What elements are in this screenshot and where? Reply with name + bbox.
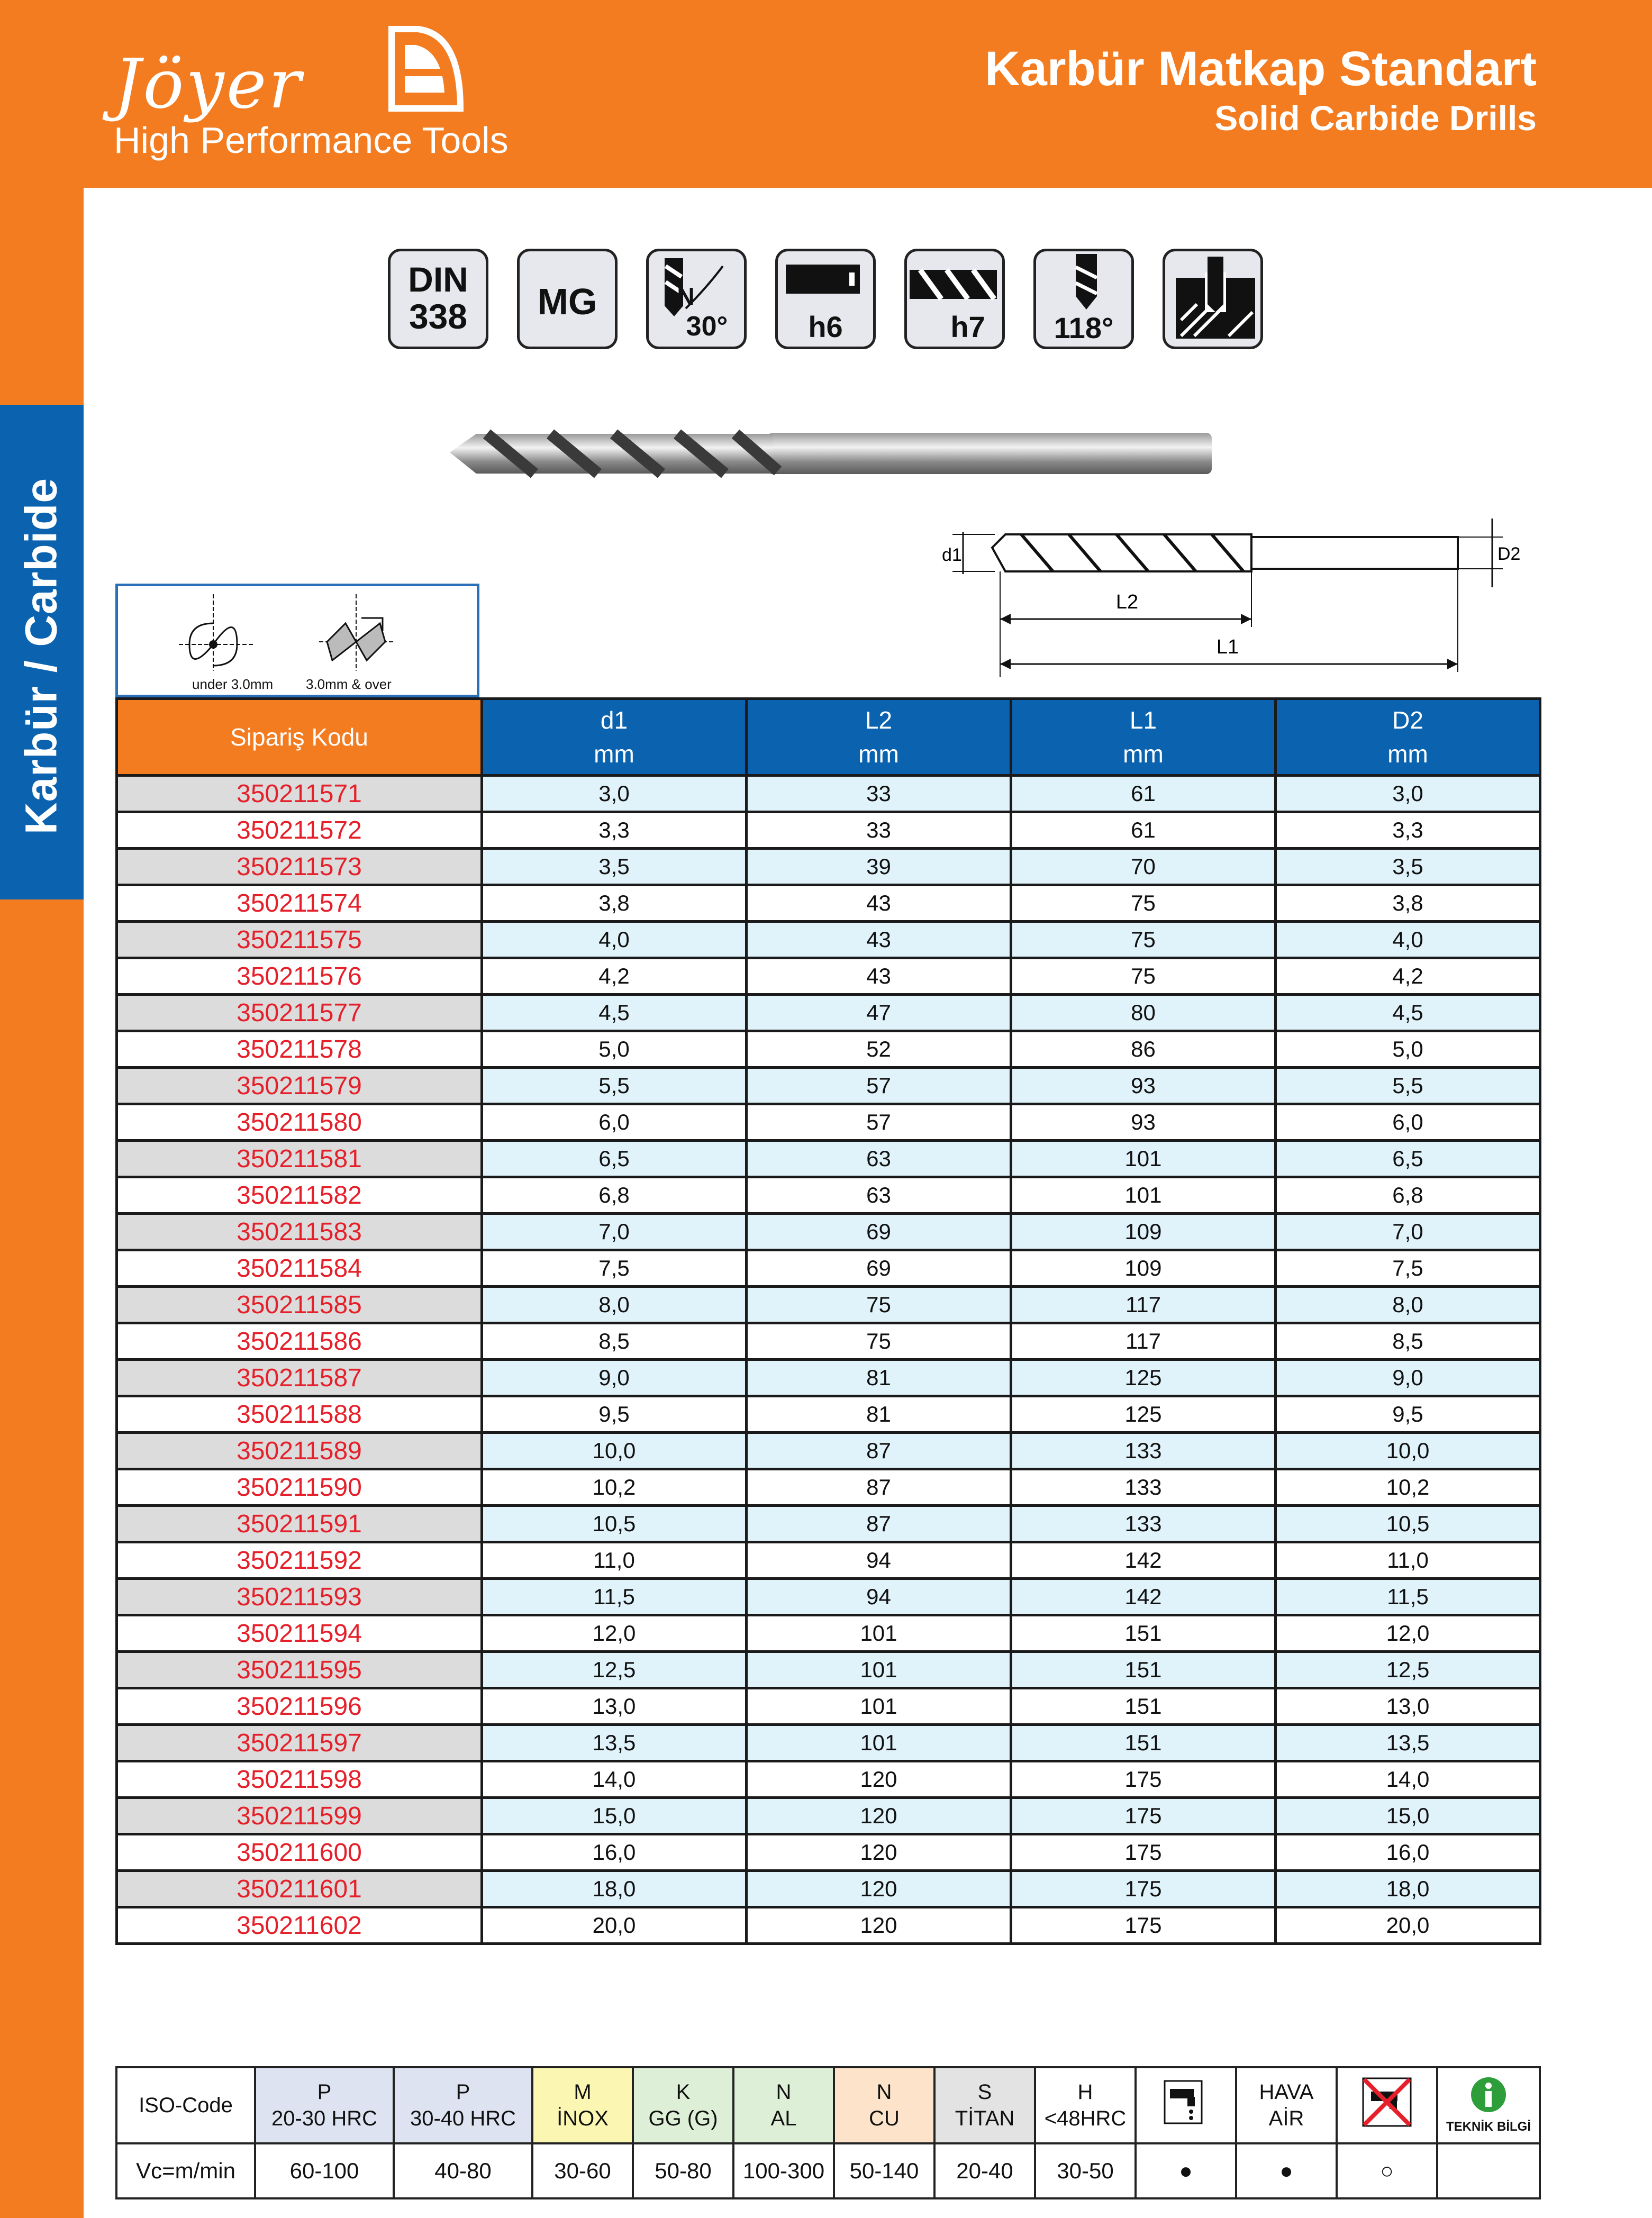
air-cell	[1236, 2067, 1337, 2143]
l1-cell: 142	[1011, 1579, 1276, 1615]
coolant-cell	[1136, 2067, 1236, 2143]
d2-cell: 6,0	[1276, 1104, 1540, 1141]
l2-cell: 94	[747, 1579, 1011, 1615]
table-row	[117, 1068, 1540, 1104]
d1-cell: 10,0	[482, 1433, 747, 1469]
l2-cell: 81	[747, 1396, 1011, 1433]
drill-dimensions-table	[115, 697, 1541, 1945]
column-header-d1	[482, 699, 747, 776]
table-row	[117, 1031, 1540, 1068]
d2-cell: 10,2	[1276, 1469, 1540, 1506]
table-row	[117, 812, 1540, 849]
l2-cell: 57	[747, 1104, 1011, 1141]
din-number: 338	[409, 297, 468, 336]
header-label: L1	[1129, 706, 1157, 734]
d1-cell: 9,0	[482, 1360, 747, 1396]
table-row	[117, 958, 1540, 995]
l2-cell: 87	[747, 1506, 1011, 1542]
d1-cell: 8,5	[482, 1323, 747, 1360]
d1-cell: 4,5	[482, 995, 747, 1031]
l2-cell: 47	[747, 995, 1011, 1031]
l1-cell: 125	[1011, 1360, 1276, 1396]
header-unit: mm	[858, 740, 899, 768]
d2-cell: 15,0	[1276, 1798, 1540, 1834]
point-geometry-box	[115, 584, 479, 697]
d2-cell: 3,5	[1276, 849, 1540, 885]
l1-cell: 151	[1011, 1725, 1276, 1761]
order-code-cell: 350211585	[117, 1287, 482, 1323]
l2-label: L2	[1115, 591, 1139, 613]
table-row	[117, 849, 1540, 885]
d1-cell: 3,0	[482, 776, 747, 812]
table-row	[117, 1761, 1540, 1798]
l2-cell: 120	[747, 1834, 1011, 1871]
l1-cell: 61	[1011, 812, 1276, 849]
l1-cell: 101	[1011, 1141, 1276, 1177]
din-338-icon	[388, 249, 488, 349]
vc-p-20-30: 60-100	[255, 2143, 394, 2198]
l2-cell: 87	[747, 1469, 1011, 1506]
order-code-cell: 350211587	[117, 1360, 482, 1396]
shank-icon	[783, 259, 868, 302]
drill-body-icon	[910, 257, 1002, 304]
d2-cell: 3,0	[1276, 776, 1540, 812]
l2-cell: 43	[747, 885, 1011, 922]
order-code-cell: 350211593	[117, 1579, 482, 1615]
order-code-cell: 350211582	[117, 1177, 482, 1214]
din-label: DIN	[408, 260, 468, 299]
table-row	[117, 1433, 1540, 1469]
header-unit: mm	[594, 740, 634, 768]
material-sub: 30-40 HRC	[410, 2107, 516, 2130]
table-row	[117, 1323, 1540, 1360]
d2-cell: 5,5	[1276, 1068, 1540, 1104]
d2-cell: 4,0	[1276, 922, 1540, 958]
d2-cell: 4,5	[1276, 995, 1540, 1031]
l1-cell: 151	[1011, 1615, 1276, 1652]
table-row	[117, 1214, 1540, 1250]
side-tab-label: Karbür / Carbide	[16, 477, 66, 835]
d2-cell: 3,8	[1276, 885, 1540, 922]
d1-cell: 3,8	[482, 885, 747, 922]
l2-cell: 63	[747, 1141, 1011, 1177]
cutting-speed-row	[116, 2143, 1540, 2198]
vc-p-30-40: 40-80	[394, 2143, 532, 2198]
d2-cell: 12,5	[1276, 1652, 1540, 1688]
l1-cell: 175	[1011, 1834, 1276, 1871]
mg-grade-icon	[517, 249, 618, 349]
iso-code-label: ISO-Code	[116, 2067, 255, 2143]
l1-cell: 109	[1011, 1214, 1276, 1250]
material-code: K	[676, 2080, 691, 2104]
d1-cell: 18,0	[482, 1871, 747, 1907]
l1-cell: 86	[1011, 1031, 1276, 1068]
material-sub: TİTAN	[955, 2107, 1015, 2130]
header-label: Sipariş Kodu	[230, 723, 368, 751]
blind-hole-drilling-icon	[1163, 249, 1263, 349]
order-code-cell: 350211588	[117, 1396, 482, 1433]
d2-cell: 5,0	[1276, 1031, 1540, 1068]
dry-mark: ○	[1337, 2143, 1437, 2198]
table-row	[117, 1834, 1540, 1871]
order-code-cell: 350211583	[117, 1214, 482, 1250]
info-empty	[1437, 2143, 1540, 2198]
material-h-hardened	[1035, 2067, 1136, 2143]
material-m-inox	[532, 2067, 633, 2143]
header-label: L2	[865, 706, 893, 734]
d2-cell: 6,5	[1276, 1141, 1540, 1177]
column-header-l1	[1011, 699, 1276, 776]
d1-cell: 5,0	[482, 1031, 747, 1068]
drill-tip-icon	[1068, 254, 1105, 312]
material-k-gg	[633, 2067, 733, 2143]
dry-cell	[1337, 2067, 1437, 2143]
n-type-label: N	[677, 283, 695, 310]
geometry-3mm-over-icon	[316, 592, 396, 674]
d1-cell: 10,2	[482, 1469, 747, 1506]
technical-info-label: TEKNİK BİLGİ	[1446, 2120, 1531, 2134]
header-label: d1	[600, 706, 628, 734]
header-unit: mm	[1387, 740, 1428, 768]
l2-cell: 120	[747, 1871, 1011, 1907]
l1-cell: 80	[1011, 995, 1276, 1031]
order-code-cell: 350211590	[117, 1469, 482, 1506]
d2-cell: 7,0	[1276, 1214, 1540, 1250]
geometry-label-large: 3.0mm & over	[306, 676, 392, 692]
order-code-cell: 350211584	[117, 1250, 482, 1287]
material-sub: GG (G)	[648, 2107, 718, 2130]
cutting-speed-table	[115, 2066, 1541, 2199]
d2-cell: 9,0	[1276, 1360, 1540, 1396]
air-mark: ●	[1236, 2143, 1337, 2198]
order-code-cell: 350211601	[117, 1871, 482, 1907]
material-p-30-40	[394, 2067, 532, 2143]
order-code-cell: 350211586	[117, 1323, 482, 1360]
order-code-cell: 350211581	[117, 1141, 482, 1177]
d1-cell: 7,5	[482, 1250, 747, 1287]
table-row	[117, 1615, 1540, 1652]
l2-cell: 120	[747, 1907, 1011, 1944]
order-code-cell: 350211573	[117, 849, 482, 885]
table-row	[117, 1542, 1540, 1579]
d1-cell: 7,0	[482, 1214, 747, 1250]
table-row	[117, 1506, 1540, 1542]
d1-cell: 10,5	[482, 1506, 747, 1542]
table-header-row	[117, 699, 1540, 776]
l1-cell: 70	[1011, 849, 1276, 885]
order-code-cell: 350211571	[117, 776, 482, 812]
table-row	[117, 1652, 1540, 1688]
d1-cell: 13,5	[482, 1725, 747, 1761]
order-code-cell: 350211592	[117, 1542, 482, 1579]
table-row	[117, 1907, 1540, 1944]
l2-cell: 94	[747, 1542, 1011, 1579]
helix-angle-label: 30°	[686, 311, 728, 342]
shank-h6-icon	[775, 249, 876, 349]
d2-cell: 20,0	[1276, 1907, 1540, 1944]
brand-mark-icon	[386, 24, 466, 114]
d1-cell: 8,0	[482, 1287, 747, 1323]
order-code-cell: 350211597	[117, 1725, 482, 1761]
l1-cell: 75	[1011, 885, 1276, 922]
d1-cell: 5,5	[482, 1068, 747, 1104]
d2-cell: 10,5	[1276, 1506, 1540, 1542]
material-code: P	[317, 2080, 332, 2104]
order-code-cell: 350211599	[117, 1798, 482, 1834]
l1-cell: 175	[1011, 1871, 1276, 1907]
l1-cell: 93	[1011, 1104, 1276, 1141]
material-sub: İNOX	[557, 2107, 609, 2130]
l2-cell: 57	[747, 1068, 1011, 1104]
order-code-cell: 350211596	[117, 1688, 482, 1725]
material-code: P	[456, 2080, 470, 2104]
order-code-cell: 350211598	[117, 1761, 482, 1798]
l1-cell: 175	[1011, 1761, 1276, 1798]
table-row	[117, 1250, 1540, 1287]
order-code-cell: 350211595	[117, 1652, 482, 1688]
table-row	[117, 1104, 1540, 1141]
material-code: N	[776, 2080, 792, 2104]
technical-info-cell[interactable]	[1437, 2067, 1540, 2143]
l1-cell: 75	[1011, 922, 1276, 958]
l1-cell: 117	[1011, 1287, 1276, 1323]
table-row	[117, 1287, 1540, 1323]
d1-cell: 6,5	[482, 1141, 747, 1177]
vc-k-gg: 50-80	[633, 2143, 733, 2198]
drill-photo	[439, 423, 1217, 481]
air-label-en: AİR	[1268, 2107, 1304, 2130]
d1-label: d1	[942, 545, 962, 565]
workpiece-hatch-icon	[1173, 257, 1258, 344]
l1-cell: 151	[1011, 1652, 1276, 1688]
l1-cell: 133	[1011, 1469, 1276, 1506]
order-code-cell: 350211591	[117, 1506, 482, 1542]
d1-cell: 12,5	[482, 1652, 747, 1688]
d1-cell: 13,0	[482, 1688, 747, 1725]
geometry-label-small: under 3.0mm	[192, 676, 274, 692]
d2-cell: 9,5	[1276, 1396, 1540, 1433]
vc-n-al: 100-300	[733, 2143, 834, 2198]
diameter-tolerance-label: h7	[950, 310, 985, 343]
coolant-tap-icon	[1162, 2076, 1210, 2129]
material-code: S	[977, 2080, 992, 2104]
order-code-cell: 350211589	[117, 1433, 482, 1469]
d2-cell: 8,5	[1276, 1323, 1540, 1360]
table-row	[117, 1469, 1540, 1506]
l2-cell: 52	[747, 1031, 1011, 1068]
mg-label: MG	[537, 281, 597, 322]
material-p-20-30	[255, 2067, 394, 2143]
d1-cell: 3,5	[482, 849, 747, 885]
order-code-cell: 350211572	[117, 812, 482, 849]
iso-code-row	[116, 2067, 1540, 2143]
order-code-cell: 350211602	[117, 1907, 482, 1944]
d2-cell: 8,0	[1276, 1287, 1540, 1323]
d1-cell: 4,2	[482, 958, 747, 995]
d1-cell: 20,0	[482, 1907, 747, 1944]
table-row	[117, 995, 1540, 1031]
l2-cell: 69	[747, 1250, 1011, 1287]
header-label: D2	[1392, 706, 1423, 734]
material-code: H	[1077, 2080, 1093, 2104]
column-header-order-code	[117, 699, 482, 776]
table-row	[117, 1688, 1540, 1725]
vc-s-titan: 20-40	[934, 2143, 1035, 2198]
page-title: Karbür Matkap Standart	[985, 42, 1537, 96]
l2-cell: 81	[747, 1360, 1011, 1396]
material-code: N	[876, 2080, 892, 2104]
info-icon	[1470, 2076, 1507, 2113]
material-code: M	[574, 2080, 592, 2104]
table-row	[117, 1360, 1540, 1396]
material-n-al	[733, 2067, 834, 2143]
table-body	[117, 776, 1540, 1944]
d2-label: D2	[1497, 544, 1521, 564]
d2-cell: 13,5	[1276, 1725, 1540, 1761]
d2-cell: 14,0	[1276, 1761, 1540, 1798]
d2-cell: 3,3	[1276, 812, 1540, 849]
air-label-tr: HAVA	[1259, 2080, 1314, 2104]
l1-cell: 142	[1011, 1542, 1276, 1579]
d1-cell: 4,0	[482, 922, 747, 958]
column-header-l2	[747, 699, 1011, 776]
page-subtitle: Solid Carbide Drills	[1214, 98, 1537, 138]
geometry-under-3mm-icon	[176, 592, 256, 674]
cutting-speed-label: Vc=m/min	[116, 2143, 255, 2198]
vc-h-hardened: 30-50	[1035, 2143, 1136, 2198]
table-row	[117, 1396, 1540, 1433]
l2-cell: 33	[747, 776, 1011, 812]
l1-cell: 151	[1011, 1688, 1276, 1725]
l2-cell: 101	[747, 1615, 1011, 1652]
d1-cell: 6,8	[482, 1177, 747, 1214]
l2-cell: 101	[747, 1652, 1011, 1688]
vc-m-inox: 30-60	[532, 2143, 633, 2198]
table-row	[117, 885, 1540, 922]
l1-cell: 101	[1011, 1177, 1276, 1214]
d2-cell: 11,0	[1276, 1542, 1540, 1579]
d2-cell: 16,0	[1276, 1834, 1540, 1871]
d2-cell: 4,2	[1276, 958, 1540, 995]
d2-cell: 12,0	[1276, 1615, 1540, 1652]
d1-cell: 16,0	[482, 1834, 747, 1871]
coolant-mark: ●	[1136, 2143, 1236, 2198]
column-header-d2	[1276, 699, 1540, 776]
table-row	[117, 1141, 1540, 1177]
table-row	[117, 1579, 1540, 1615]
l2-cell: 75	[747, 1323, 1011, 1360]
d1-cell: 14,0	[482, 1761, 747, 1798]
dimension-diagram	[931, 508, 1540, 683]
l2-cell: 33	[747, 812, 1011, 849]
l1-cell: 175	[1011, 1798, 1276, 1834]
order-code-cell: 350211578	[117, 1031, 482, 1068]
l2-cell: 101	[747, 1688, 1011, 1725]
table-row	[117, 1871, 1540, 1907]
order-code-cell: 350211574	[117, 885, 482, 922]
material-sub: AL	[770, 2107, 797, 2130]
d1-cell: 15,0	[482, 1798, 747, 1834]
order-code-cell: 350211579	[117, 1068, 482, 1104]
l1-cell: 61	[1011, 776, 1276, 812]
l1-cell: 75	[1011, 958, 1276, 995]
order-code-cell: 350211575	[117, 922, 482, 958]
l1-cell: 175	[1011, 1907, 1276, 1944]
table-row	[117, 922, 1540, 958]
l2-cell: 75	[747, 1287, 1011, 1323]
d2-cell: 10,0	[1276, 1433, 1540, 1469]
d1-cell: 6,0	[482, 1104, 747, 1141]
order-code-cell: 350211600	[117, 1834, 482, 1871]
material-sub: CU	[869, 2107, 900, 2130]
order-code-cell: 350211577	[117, 995, 482, 1031]
l1-cell: 109	[1011, 1250, 1276, 1287]
l2-cell: 120	[747, 1761, 1011, 1798]
table-row	[117, 1798, 1540, 1834]
order-code-cell: 350211580	[117, 1104, 482, 1141]
d2-cell: 13,0	[1276, 1688, 1540, 1725]
material-sub: <48HRC	[1044, 2107, 1127, 2130]
material-s-titan	[934, 2067, 1035, 2143]
order-code-cell: 350211594	[117, 1615, 482, 1652]
material-sub: 20-30 HRC	[271, 2107, 378, 2130]
table-row	[117, 1177, 1540, 1214]
d2-cell: 18,0	[1276, 1871, 1540, 1907]
d1-cell: 12,0	[482, 1615, 747, 1652]
d1-cell: 9,5	[482, 1396, 747, 1433]
table-row	[117, 776, 1540, 812]
l2-cell: 43	[747, 922, 1011, 958]
l2-cell: 63	[747, 1177, 1011, 1214]
l1-cell: 133	[1011, 1433, 1276, 1469]
order-code-cell: 350211576	[117, 958, 482, 995]
l1-label: L1	[1216, 636, 1239, 658]
d1-cell: 11,5	[482, 1579, 747, 1615]
l1-cell: 117	[1011, 1323, 1276, 1360]
header-unit: mm	[1123, 740, 1164, 768]
vc-n-cu: 50-140	[834, 2143, 934, 2198]
l2-cell: 101	[747, 1725, 1011, 1761]
l1-cell: 133	[1011, 1506, 1276, 1542]
l2-cell: 39	[747, 849, 1011, 885]
l1-cell: 93	[1011, 1068, 1276, 1104]
no-coolant-icon	[1358, 2073, 1416, 2131]
point-angle-118-icon	[1033, 249, 1134, 349]
d1-cell: 11,0	[482, 1542, 747, 1579]
d2-cell: 11,5	[1276, 1579, 1540, 1615]
d2-cell: 6,8	[1276, 1177, 1540, 1214]
l2-cell: 87	[747, 1433, 1011, 1469]
d1-cell: 3,3	[482, 812, 747, 849]
d2-cell: 7,5	[1276, 1250, 1540, 1287]
l2-cell: 120	[747, 1798, 1011, 1834]
n-type-30-helix-icon	[646, 249, 747, 349]
l2-cell: 69	[747, 1214, 1011, 1250]
brand-tagline: High Performance Tools	[114, 120, 509, 161]
material-n-cu	[834, 2067, 934, 2143]
l2-cell: 43	[747, 958, 1011, 995]
l1-cell: 125	[1011, 1396, 1276, 1433]
table-row	[117, 1725, 1540, 1761]
shank-tolerance-label: h6	[808, 310, 843, 343]
tolerance-h7-icon	[904, 249, 1005, 349]
point-angle-label: 118°	[1054, 311, 1114, 344]
brand-logo: Jöyer	[114, 45, 303, 124]
